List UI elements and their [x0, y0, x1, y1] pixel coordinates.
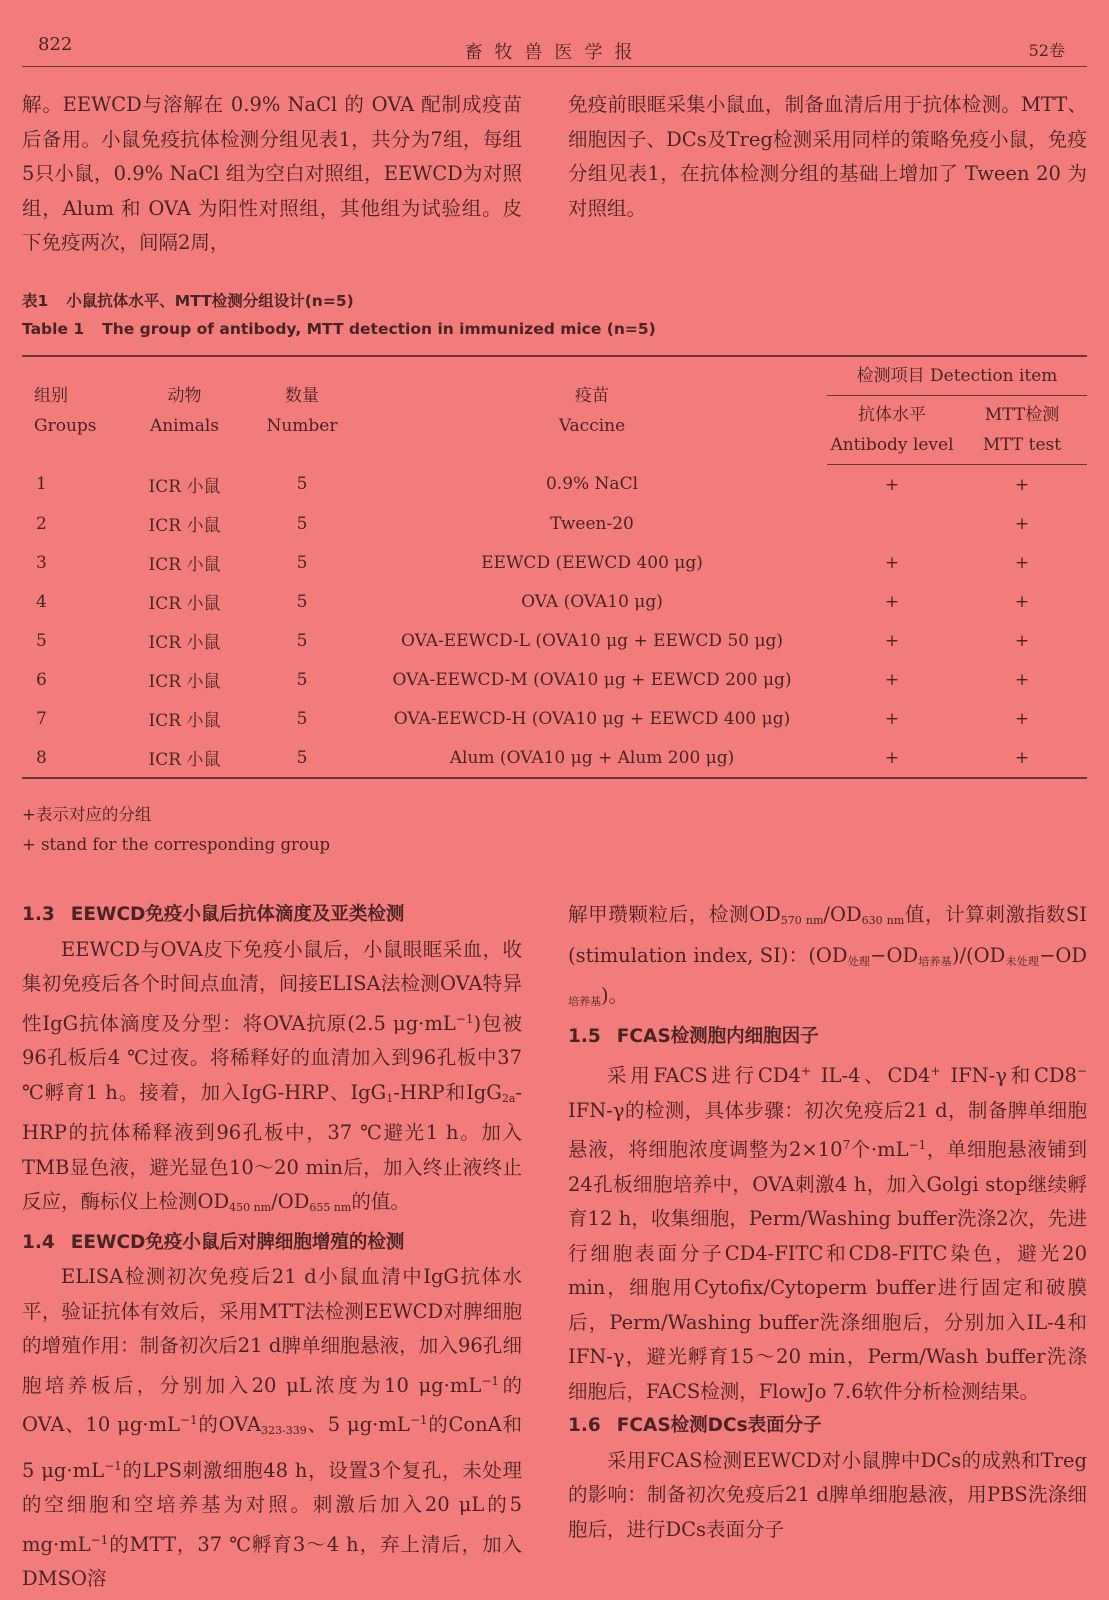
table-notes	[22, 800, 330, 860]
table-note-cn: +表示对应的分组	[22, 805, 152, 824]
section-heading-1-3: 1.3 EEWCD免疫小鼠后抗体滴度及亚类检测	[22, 904, 405, 925]
table-caption-en	[22, 320, 656, 338]
cell-group: 1	[36, 474, 47, 495]
bottom-right-column	[568, 898, 1087, 1547]
cell-animal: ICR 小鼠	[148, 555, 221, 575]
cell-group: 4	[36, 591, 47, 612]
table-label-cn: 表1	[22, 292, 49, 310]
cell-vaccine: OVA-EEWCD-M (OVA10 μg + EEWCD 200 μg)	[392, 669, 792, 690]
cell-animal: ICR 小鼠	[148, 672, 221, 692]
table-row	[22, 621, 1087, 660]
table-label-en: Table 1	[22, 320, 85, 338]
cell-number: 5	[296, 513, 308, 534]
section-heading-1-4: 1.4 EEWCD免疫小鼠后对脾细胞增殖的检测	[22, 1231, 405, 1253]
cell-number: 5	[247, 738, 357, 778]
table-row	[22, 660, 1087, 699]
bottom-left-column	[22, 898, 522, 1597]
cell-number: 5	[296, 591, 308, 612]
header-antibody: 抗体水平 Antibody level	[827, 396, 957, 465]
cell-mtt: +	[1014, 474, 1030, 495]
journal-name: 畜牧兽医学报	[464, 42, 645, 63]
cell-antibody: +	[884, 630, 900, 651]
header-vaccine: 疫苗 Vaccine	[357, 356, 827, 465]
top-right-column	[568, 88, 1087, 226]
group-table	[22, 355, 1087, 779]
cell-antibody: +	[884, 708, 900, 729]
cell-antibody: +	[884, 474, 900, 495]
cell-animal: ICR 小鼠	[148, 476, 221, 497]
cell-mtt: +	[1014, 669, 1030, 690]
top-right-paragraph: 免疫前眼眶采集小鼠血，制备血清后用于抗体检测。MTT、细胞因子、DCs及Treg检测采用同样的策略免疫小鼠，免疫分组见表1，在抗体检测分组的基础上增加了 Tween 20 为对照组。	[568, 93, 1087, 220]
cell-animal: ICR 小鼠	[122, 738, 247, 778]
table-caption-cn	[22, 289, 354, 311]
page-header	[22, 30, 1087, 67]
cell-number: 5	[296, 552, 308, 573]
cell-vaccine: Tween-20	[550, 513, 634, 534]
cell-vaccine: 0.9% NaCl	[545, 474, 639, 495]
cell-vaccine: EEWCD (EEWCD 400 μg)	[481, 552, 703, 573]
section-heading-1-5: 1.5 FCAS检测胞内细胞因子	[568, 1025, 819, 1047]
cell-antibody: +	[884, 591, 900, 612]
cell-mtt: +	[1014, 552, 1030, 573]
section-1-4-paragraph: ELISA检测初次免疫后21 d小鼠血清中IgG抗体水平，验证抗体有效后，采用MTT法检测EEWCD对脾细胞的增殖作用：制备初次后21 d脾单细胞悬液，加入96孔细胞培养板后，分别加入20 μL浓度为10 $\mu g\cdot mL^{-1}$的OVA、10 $\mu g\cdot mL^{-1}$的$OVA_{323-339}$、5 $\mu g\cdot mL^{-1}$的ConA和5 $\mu g\cdot mL^{-1}$的LPS刺激细胞48 h，设置3个复孔，未处理的空细胞和空培养基为对照。刺激后加入20 μL的5 $mg\cdot mL^{-1}$的MTT，37 ℃孵育3～4 h，弃上清后，加入DMSO溶	[22, 1265, 523, 1590]
section-1-6-paragraph: 采用FCAS检测EEWCD对小鼠脾中DCs的成熟和Treg的影响：制备初次免疫后21 d脾单细胞悬液，用PBS洗涤细胞后，进行DCs表面分子	[568, 1448, 1087, 1541]
cell-vaccine: OVA (OVA10 μg)	[521, 591, 663, 612]
section-1-4-continued: 解甲瓒颗粒后，检测$OD_{570 nm}/OD_{630 nm}$值，计算刺激指数SI (stimulation index, SI)：$(OD_{处理}-OD_{培养基})/(OD_{未处理}-OD_{培养基})$。	[568, 903, 1088, 1008]
cell-number: 5	[296, 474, 308, 495]
header-detection-item: 检测项目 Detection item	[827, 356, 1087, 396]
cell-vaccine: OVA-EEWCD-H (OVA10 μg + EEWCD 400 μg)	[393, 708, 791, 729]
section-heading-1-6: 1.6 FCAS检测DCs表面分子	[568, 1415, 822, 1436]
table-row	[22, 543, 1087, 582]
table-caption-en-text: The group of antibody, MTT detection in immunized mice (n=5)	[102, 320, 656, 338]
cell-group: 5	[36, 630, 47, 651]
table-note-en: + stand for the corresponding group	[22, 835, 331, 854]
header-number: 数量 Number	[247, 356, 357, 465]
cell-mtt: +	[1014, 513, 1030, 534]
table-row	[22, 582, 1087, 621]
volume-label: 52卷	[1028, 41, 1065, 60]
cell-antibody: +	[827, 738, 957, 778]
cell-mtt: +	[1014, 591, 1030, 612]
header-animals: 动物 Animals	[122, 356, 247, 465]
cell-antibody: +	[884, 669, 900, 690]
cell-number: 5	[296, 669, 308, 690]
cell-antibody: +	[884, 552, 900, 573]
cell-antibody	[827, 504, 957, 543]
cell-group: 8	[22, 738, 122, 778]
section-1-5-paragraph: 采用FACS进行CD4+ IL-4、CD4+ IFN-γ和CD8− IFN-γ的检测，具体步骤：初次免疫后21 d，制备脾单细胞悬液，将细胞浓度调整为$2\times 10^7$个$\cdot mL^{-1}$，单细胞悬液铺到24孔板细胞培养中，OVA刺激4 h，加入Golgi stop继续孵育12 h，收集细胞，Perm/Washing buffer洗涤2次，先进行细胞表面分子CD4-FITC和CD8-FITC染色，避光20 min，细胞用Cytofix/Cytoperm buffer进行固定和破膜后，Perm/Washing buffer洗涤细胞后，分别加入IL-4和IFN-γ，避光孵育15～20 min，Perm/Wash buffer洗涤细胞后，FACS检测，FlowJo 7.6软件分析检测结果。	[568, 1064, 1087, 1403]
page-number: 822	[38, 34, 73, 55]
cell-number: 5	[296, 630, 308, 651]
table-row	[22, 465, 1087, 505]
cell-group: 7	[36, 708, 47, 729]
cell-vaccine: OVA-EEWCD-L (OVA10 μg + EEWCD 50 μg)	[400, 630, 784, 651]
cell-group: 3	[36, 552, 47, 573]
cell-animal: ICR 小鼠	[148, 594, 221, 614]
table-row	[22, 504, 1087, 543]
cell-animal: ICR 小鼠	[148, 633, 221, 653]
table-row	[22, 699, 1087, 738]
header-groups: 组别 Groups	[22, 356, 122, 465]
cell-animal: ICR 小鼠	[148, 711, 221, 731]
cell-mtt: +	[1014, 708, 1030, 729]
table-row	[22, 738, 1087, 778]
cell-number: 5	[296, 708, 308, 729]
cell-mtt: +	[957, 738, 1087, 778]
top-left-column	[22, 88, 522, 261]
cell-group: 6	[36, 669, 47, 690]
cell-group: 2	[36, 513, 47, 534]
top-left-paragraph: 解。EEWCD与溶解在 0.9% NaCl 的 OVA 配制成疫苗后备用。小鼠免疫抗体检测分组见表1，共分为7组，每组5只小鼠，0.9% NaCl 组为空白对照组，EEWCD为对照组，Alum 和 OVA 为阳性对照组，其他组为试验组。皮下免疫两次，间隔2周，	[22, 93, 522, 254]
cell-mtt: +	[1014, 630, 1030, 651]
cell-vaccine: Alum (OVA10 μg + Alum 200 μg)	[357, 738, 827, 778]
section-1-3-paragraph: EEWCD与OVA皮下免疫小鼠后，小鼠眼眶采血，收集初免疫后各个时间点血清，间接ELISA法检测OVA特异性IgG抗体滴度及分型：将OVA抗原(2.5 $\mu g\cdot mL^{-1}$)包被96孔板后4 ℃过夜。将稀释好的血清加入到96孔板中37 ℃孵育1 h。接着，加入IgG-HRP、IgG$_1$-HRP和IgG$_{2a}$-HRP的抗体稀释液到96孔板中，37 ℃避光1 h。加入TMB显色液，避光显色10～20 min后，加入终止液终止反应，酶标仪上检测$OD_{450 nm}/OD_{655 nm}$的值。	[22, 937, 522, 1214]
header-mtt: MTT检测 MTT test	[957, 396, 1087, 465]
table-caption-cn-text: 小鼠抗体水平、MTT检测分组设计(n=5)	[66, 292, 354, 310]
cell-animal: ICR 小鼠	[148, 516, 221, 536]
